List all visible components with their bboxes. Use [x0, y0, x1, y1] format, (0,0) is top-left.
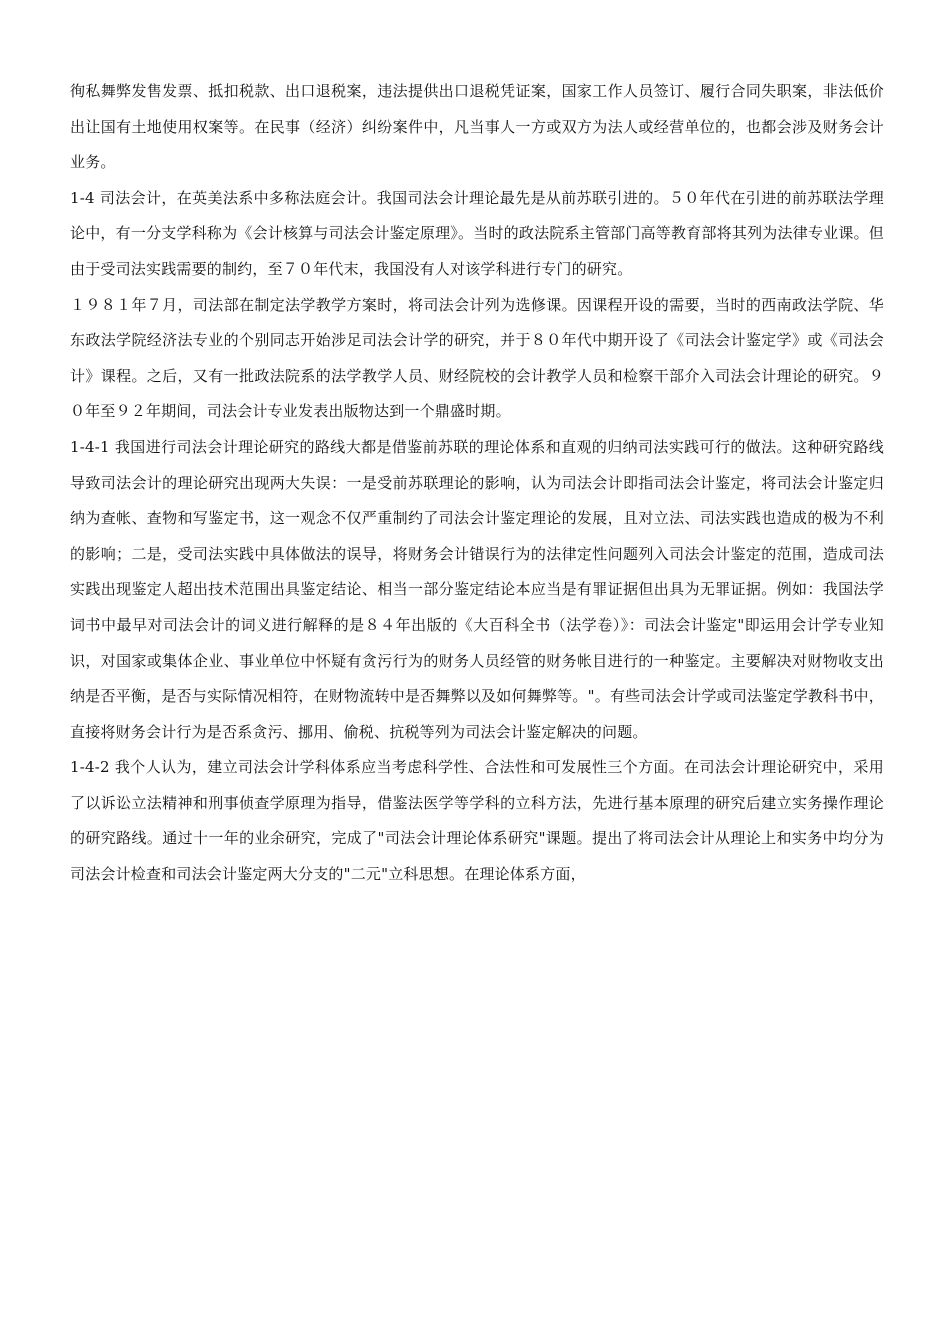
paragraph-1-4: 1-4 司法会计，在英美法系中多称法庭会计。我国司法会计理论最先是从前苏联引进的。５０年代在引进的前苏联法学理论中，有一分支学科称为《会计核算与司法会计鉴定原理》。当时的政法院系主管部门高等教育部将其列为法律专业课。但由于受司法实践需要的制约，至７０年代末，我国没有人对该学科进行专门的研究。 — [70, 188, 884, 278]
paragraph-intro-continuation: 徇私舞弊发售发票、抵扣税款、出口退税案，违法提供出口退税凭证案，国家工作人员签订、履行合同失职案，非法低价出让国有土地使用权案等。在民事（经济）纠纷案件中，凡当事人一方或双方为法人或经营单位的，也都会涉及财务会计业务。 — [70, 82, 884, 172]
paragraph-1981: １９８１年７月，司法部在制定法学教学方案时，将司法会计列为选修课。因课程开设的需要，当时的西南政法学院、华东政法学院经济法专业的个别同志开始涉足司法会计学的研究，并于８０年代中期开设了《司法会计鉴定学》或《司法会计》课程。之后，又有一批政法院系的法学教学人员、财经院校的会计教学人员和检察干部介入司法会计理论的研究。９０年至９２年期间，司法会计专业发表出版物达到一个鼎盛时期。 — [70, 295, 884, 421]
paragraph-1-4-1: 1-4-1 我国进行司法会计理论研究的路线大都是借鉴前苏联的理论体系和直观的归纳司法实践可行的做法。这种研究路线导致司法会计的理论研究出现两大失误：一是受前苏联理论的影响，认为司法会计即指司法会计鉴定，将司法会计鉴定归纳为查帐、查物和写鉴定书，这一观念不仅严重制约了司法会计鉴定理论的发展，且对立法、司法实践也造成的极为不利的影响；二是，受司法实践中具体做法的误导，将财务会计错误行为的法律定性问题列入司法会计鉴定的范围，造成司法实践出现鉴定人超出技术范围出具鉴定结论、相当一部分鉴定结论本应当是有罪证据但出具为无罪证据。例如：我国法学词书中最早对司法会计的词义进行解释的是８４年出版的《大百科全书（法学卷）》：司法会计鉴定"即运用会计学专业知识，对国家或集体企业、事业单位中怀疑有贪污行为的财务人员经管的财务帐目进行的一种鉴定。主要解决对财物收支出纳是否平衡，是否与实际情况相符，在财物流转中是否舞弊以及如何舞弊等。"。有些司法会计学或司法鉴定学教科书中，直接将财务会计行为是否系贪污、挪用、偷税、抗税等列为司法会计鉴定解决的问题。 — [70, 437, 884, 741]
paragraph-1-4-2: 1-4-2 我个人认为，建立司法会计学科体系应当考虑科学性、合法性和可发展性三个方面。在司法会计理论研究中，采用了以诉讼立法精神和刑事侦查学原理为指导，借鉴法医学等学科的立科方法，先进行基本原理的研究后建立实务操作理论的研究路线。通过十一年的业余研究，完成了"司法会计理论体系研究"课题。提出了将司法会计从理论上和实务中均分为司法会计检查和司法会计鉴定两大分支的"二元"立科思想。在理论体系方面， — [70, 758, 884, 884]
